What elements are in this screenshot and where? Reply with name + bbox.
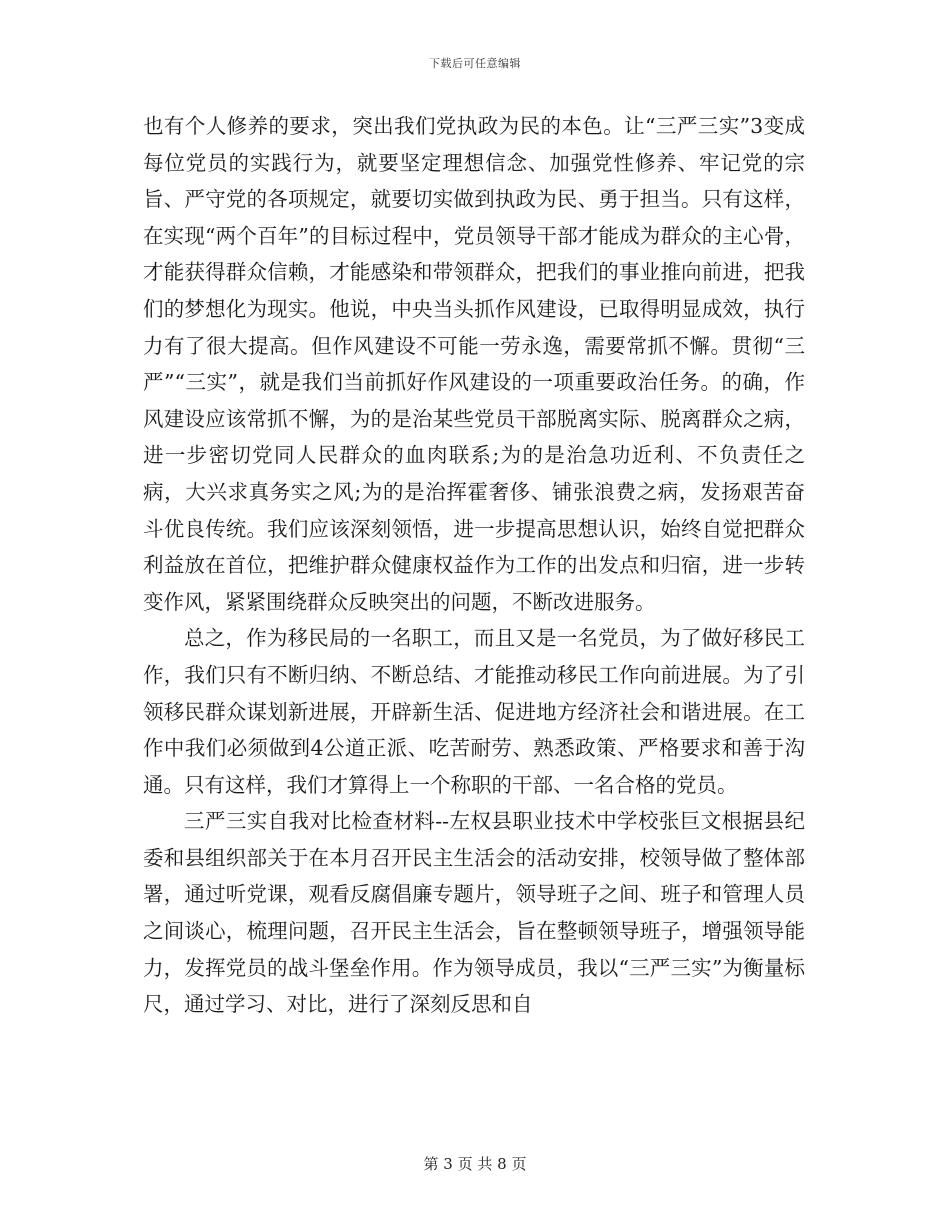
- page-header: 下载后可任意编辑: [429, 57, 521, 70]
- paragraph-1: 也有个人修养的要求，突出我们党执政为民的本色。让“三严三实”3变成每位党员的实践行为，就要坚定理想信念、加强党性修养、牢记党的宗旨、严守党的各项规定，就要切实做到执政为民、勇于担当。只有这样，在实现“两个百年”的目标过程中，党员领导干部才能成为群众的主心骨，才能获得群众信赖，才能感染和带领群众，把我们的事业推向前进，把我们的梦想化为现实。他说，中央当头抓作风建设，已取得明显成效，执行力有了很大提高。但作风建设不可能一劳永逸，需要常抓不懈。贯彻“三严”“三实”，就是我们当前抓好作风建设的一项重要政治任务。的确，作风建设应该常抓不懈，为的是治某些党员干部脱离实际、脱离群众之病，进一步密切党同人民群众的血肉联系;为的是治急功近利、不负责任之病，大兴求真务实之风;为的是治挥霍奢侈、铺张浪费之病，发扬艰苦奋斗优良传统。我们应该深刻领悟，进一步提高思想认识，始终自觉把群众利益放在首位，把维护群众健康权益作为工作的出发点和归宿，进一步转变作风，紧紧围绕群众反映突出的问题，不断改进服务。: [143, 114, 805, 614]
- document-body: [143, 108, 805, 1023]
- page-number-footer: 第 3 页 共 8 页: [423, 1155, 527, 1173]
- paragraph-3: 三严三实自我对比检查材料--左权县职业技术中学校张巨文根据县纪委和县组织部关于在本月召开民主生活会的活动安排，校领导做了整体部署，通过听党课，观看反腐倡廉专题片，领导班子之间、班子和管理人员之间谈心，梳理问题，召开民主生活会，旨在整顿领导班子，增强领导能力，发挥党员的战斗堡垒作用。作为领导成员，我以“三严三实”为衡量标尺，通过学习、对比，进行了深刻反思和自: [143, 809, 805, 1017]
- paragraph-2: 总之，作为移民局的一名职工，而且又是一名党员，为了做好移民工作，我们只有不断归纳、不断总结、才能推动移民工作向前进展。为了引领移民群众谋划新进展，开辟新生活、促进地方经济社会和谐进展。在工作中我们必须做到4公道正派、吃苦耐劳、熟悉政策、严格要求和善于沟通。只有这样，我们才算得上一个称职的干部、一名合格的党员。: [143, 626, 805, 797]
